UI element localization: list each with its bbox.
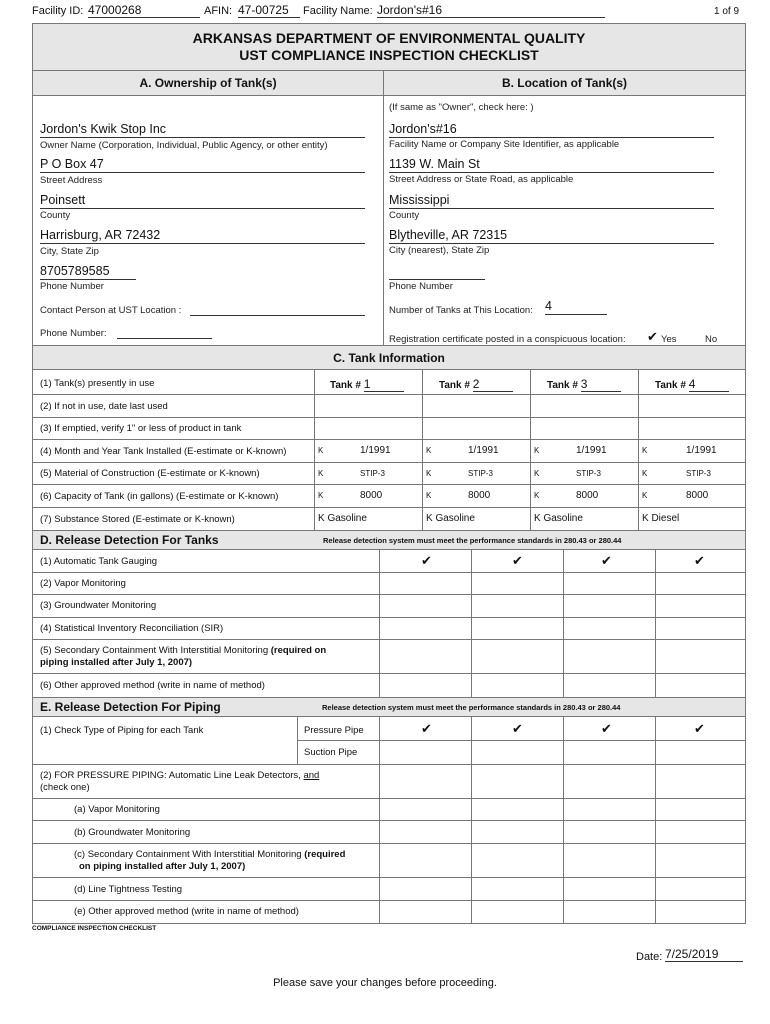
c-row-4-label: (4) Month and Year Tank Installed (E-estimate or K-known) [40, 446, 287, 457]
e-row-2-label: (2) FOR PRESSURE PIPING: Automatic Line Leak Detectors, and [40, 770, 320, 781]
capacity-k-1: K [318, 491, 324, 500]
capacity-3[interactable]: 8000 [576, 490, 599, 501]
location-facility-label: Facility Name or Company Site Identifier, as applicable [389, 139, 620, 150]
facility-id-field[interactable]: 47000268 [88, 3, 200, 18]
e-row-2-label-line2: (check one) [40, 782, 90, 793]
capacity-4[interactable]: 8000 [686, 490, 709, 501]
capacity-2[interactable]: 8000 [468, 490, 491, 501]
location-city-field[interactable]: Blytheville, AR 72315 [389, 228, 714, 244]
material-k-1: K [318, 469, 324, 478]
material-k-4: K [642, 469, 648, 478]
c-row-3-label: (3) If emptied, verify 1" or less of product in tank [40, 423, 242, 434]
material-2[interactable]: STIP-3 [468, 469, 493, 478]
owner-name-field[interactable]: Jordon's Kwik Stop Inc [40, 122, 365, 138]
contact-person-label: Contact Person at UST Location : [40, 305, 182, 316]
material-k-2: K [426, 469, 432, 478]
owner-city-label: City, State Zip [40, 246, 99, 257]
e-sub-e-label: (e) Other approved method (write in name of method) [74, 906, 299, 917]
date-field[interactable]: 7/25/2019 [665, 947, 743, 962]
pressure-check-2[interactable]: ✔ [512, 721, 523, 736]
d-row-1-check-3[interactable]: ✔ [601, 553, 612, 568]
e-sub-a-label: (a) Vapor Monitoring [74, 804, 160, 815]
c-row-2-label: (2) If not in use, date last used [40, 401, 168, 412]
owner-phone-label: Phone Number [40, 281, 104, 292]
c-row-5-label: (5) Material of Construction (E-estimate or K-known) [40, 468, 260, 479]
d-row-5-label: (5) Secondary Containment With Interstitial Monitoring (required on [40, 645, 327, 656]
pressure-pipe-label: Pressure Pipe [304, 725, 364, 736]
installed-k-2: K [426, 446, 432, 455]
contact-phone-label: Phone Number: [40, 328, 107, 339]
owner-street-label: Street Address [40, 175, 103, 186]
d-row-3-label: (3) Groundwater Monitoring [40, 600, 157, 611]
e-row-1-label: (1) Check Type of Piping for each Tank [40, 725, 204, 736]
owner-street-field[interactable]: P O Box 47 [40, 157, 365, 173]
tanks-count-field[interactable]: 4 [545, 299, 607, 315]
e-sub-c-label-line2: on piping installed after July 1, 2007) [79, 861, 246, 872]
tank-number-2[interactable]: 2 [473, 377, 513, 392]
d-row-5-label-line2: piping installed after July 1, 2007) [40, 657, 193, 668]
registration-no-label: No [705, 334, 718, 345]
tank-header-4: Tank # 4 [655, 377, 729, 392]
capacity-k-2: K [426, 491, 432, 500]
registration-yes-check[interactable]: ✔ [647, 329, 658, 344]
location-street-field[interactable]: 1139 W. Main St [389, 157, 714, 173]
location-facility-field[interactable]: Jordon's#16 [389, 122, 714, 138]
c-row-7-label: (7) Substance Stored (E-estimate or K-known) [40, 514, 235, 525]
e-sub-c-label: (c) Secondary Containment With Interstitial Monitoring (required [74, 849, 346, 860]
title-line1: ARKANSAS DEPARTMENT OF ENVIRONMENTAL QUALITY [192, 30, 586, 46]
material-k-3: K [534, 469, 540, 478]
afin-label: AFIN: [204, 5, 233, 17]
location-phone-field[interactable] [389, 266, 485, 280]
tank-number-3[interactable]: 3 [581, 377, 621, 392]
c-row-6-label: (6) Capacity of Tank (in gallons) (E-estimate or K-known) [40, 491, 279, 502]
date-label: Date: [636, 951, 663, 963]
installed-k-3: K [534, 446, 540, 455]
capacity-1[interactable]: 8000 [360, 490, 383, 501]
location-phone-label: Phone Number [389, 281, 453, 292]
registration-yes-label: Yes [661, 334, 677, 345]
d-row-1-label: (1) Automatic Tank Gauging [40, 556, 158, 567]
d-row-1-check-4[interactable]: ✔ [694, 553, 705, 568]
section-d-header: D. Release Detection For Tanks [40, 533, 219, 547]
owner-county-field[interactable]: Poinsett [40, 193, 365, 209]
d-row-4-label: (4) Statistical Inventory Reconciliation (SIR) [40, 623, 224, 634]
substance-3[interactable]: K Gasoline [534, 513, 583, 524]
facility-name-field[interactable]: Jordon's#16 [377, 3, 605, 18]
material-1[interactable]: STIP-3 [360, 469, 385, 478]
location-county-field[interactable]: Mississippi [389, 193, 714, 209]
installed-3[interactable]: 1/1991 [576, 445, 607, 456]
owner-city-field[interactable]: Harrisburg, AR 72432 [40, 228, 365, 244]
facility-id-label: Facility ID: [32, 5, 84, 17]
installed-1[interactable]: 1/1991 [360, 445, 391, 456]
location-street-label: Street Address or State Road, as applicable [389, 174, 574, 185]
section-d-note: Release detection system must meet the performance standards in 280.43 or 280.44 [323, 536, 622, 545]
tank-number-1[interactable]: 1 [364, 377, 404, 392]
capacity-k-3: K [534, 491, 540, 500]
tank-header-3: Tank # 3 [547, 377, 621, 392]
d-row-1-check-1[interactable]: ✔ [421, 553, 432, 568]
title-line2: UST COMPLIANCE INSPECTION CHECKLIST [239, 47, 539, 63]
same-as-owner-label: (If same as "Owner", check here: ) [389, 102, 534, 113]
tank-header-2: Tank # 2 [439, 377, 513, 392]
section-b-header: B. Location of Tank(s) [501, 76, 628, 90]
e-sub-b-label: (b) Groundwater Monitoring [74, 827, 191, 838]
contact-person-field[interactable] [190, 303, 365, 316]
installed-4[interactable]: 1/1991 [686, 445, 717, 456]
installed-2[interactable]: 1/1991 [468, 445, 499, 456]
registration-label: Registration certificate posted in a conspicuous location: [389, 334, 626, 345]
location-county-label: County [389, 210, 420, 221]
c-row-1-label: (1) Tank(s) presently in use [40, 378, 155, 389]
save-note: Please save your changes before proceeding. [273, 977, 497, 989]
pressure-check-1[interactable]: ✔ [421, 721, 432, 736]
facility-name-label: Facility Name: [303, 5, 373, 17]
d-row-6-label: (6) Other approved method (write in name of method) [40, 680, 265, 691]
substance-2[interactable]: K Gasoline [426, 513, 475, 524]
page-number: 1 of 9 [714, 6, 740, 17]
material-3[interactable]: STIP-3 [576, 469, 601, 478]
section-e-header: E. Release Detection For Piping [40, 700, 221, 714]
substance-4[interactable]: K Diesel [642, 513, 680, 524]
owner-phone-field[interactable]: 8705789585 [40, 264, 136, 280]
substance-1[interactable]: K Gasoline [318, 513, 367, 524]
tank-header-1: Tank # 1 [330, 377, 404, 392]
section-e-note: Release detection system must meet the performance standards in 280.43 or 280.44 [322, 703, 621, 712]
section-c-header: C. Tank Information [333, 351, 445, 365]
e-sub-d-label: (d) Line Tightness Testing [74, 884, 183, 895]
contact-phone-field[interactable] [117, 326, 212, 339]
material-4[interactable]: STIP-3 [686, 469, 711, 478]
d-row-2-label: (2) Vapor Monitoring [40, 578, 126, 589]
pressure-check-3[interactable]: ✔ [601, 721, 612, 736]
installed-k-1: K [318, 446, 324, 455]
tanks-count-label: Number of Tanks at This Location: [389, 305, 533, 316]
suction-pipe-label: Suction Pipe [304, 747, 358, 758]
capacity-k-4: K [642, 491, 648, 500]
location-city-label: City (nearest), State Zip [389, 245, 490, 256]
checklist-footer-label: COMPLIANCE INSPECTION CHECKLIST [32, 925, 157, 932]
section-a-header: A. Ownership of Tank(s) [139, 76, 277, 90]
tank-number-4[interactable]: 4 [689, 377, 729, 392]
owner-county-label: County [40, 210, 71, 221]
pressure-check-4[interactable]: ✔ [694, 721, 705, 736]
installed-k-4: K [642, 446, 648, 455]
afin-field[interactable]: 47-00725 [238, 3, 300, 18]
owner-name-label: Owner Name (Corporation, Individual, Public Agency, or other entity) [40, 140, 328, 151]
d-row-1-check-2[interactable]: ✔ [512, 553, 523, 568]
